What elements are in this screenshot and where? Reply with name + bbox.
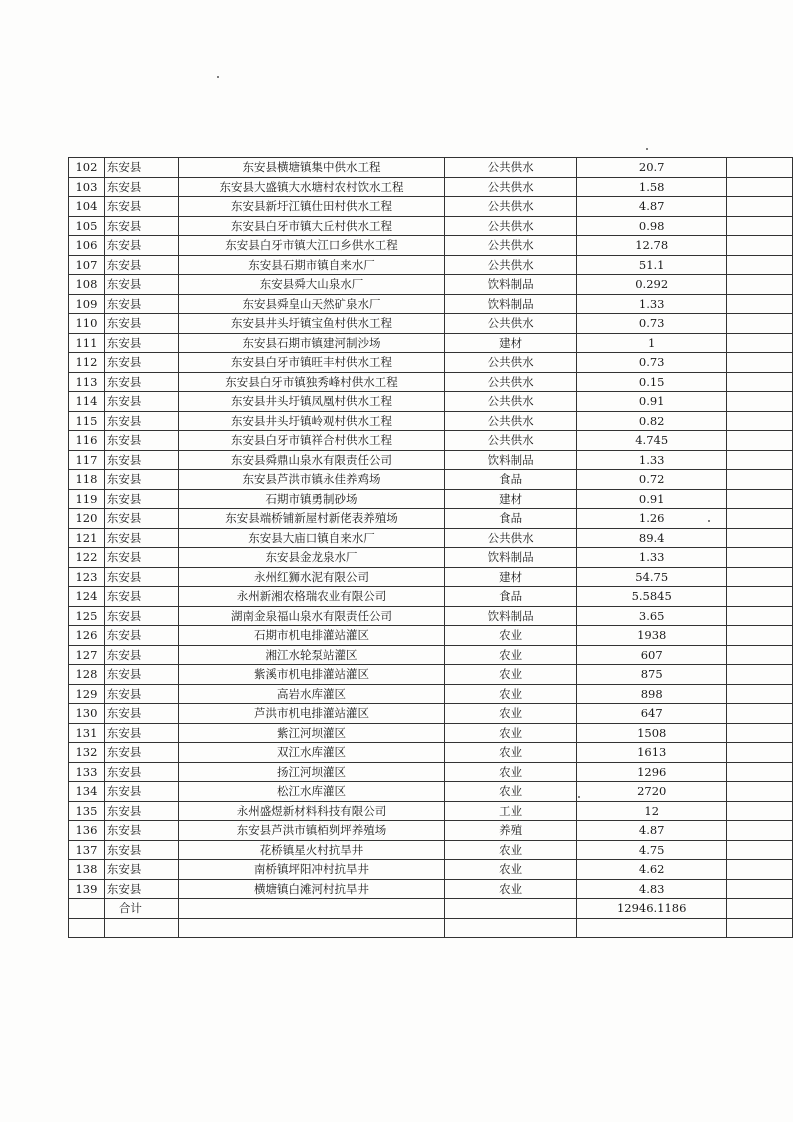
table-row bbox=[69, 743, 793, 763]
table-row bbox=[69, 392, 793, 412]
row-number bbox=[69, 899, 105, 919]
county-cell: 东安县 bbox=[104, 197, 178, 217]
project-name-cell: 东安县横塘镇集中供水工程 bbox=[179, 158, 445, 178]
row-number: 136 bbox=[69, 821, 105, 841]
county-cell: 东安县 bbox=[104, 372, 178, 392]
county-cell: 东安县 bbox=[104, 743, 178, 763]
scan-speck bbox=[217, 76, 219, 78]
row-number: 110 bbox=[69, 314, 105, 334]
row-number: 120 bbox=[69, 509, 105, 529]
project-name-cell: 南桥镇坪阳冲村抗旱井 bbox=[179, 860, 445, 880]
row-number: 131 bbox=[69, 723, 105, 743]
table-row bbox=[69, 665, 793, 685]
amount-cell: 5.5845 bbox=[577, 587, 727, 607]
use-type-cell: 农业 bbox=[444, 743, 577, 763]
row-number: 111 bbox=[69, 333, 105, 353]
table-row bbox=[69, 372, 793, 392]
row-number: 113 bbox=[69, 372, 105, 392]
table-row bbox=[69, 236, 793, 256]
row-number: 134 bbox=[69, 782, 105, 802]
remarks-cell bbox=[727, 840, 793, 860]
use-type-cell: 建材 bbox=[444, 489, 577, 509]
use-type-cell: 农业 bbox=[444, 782, 577, 802]
amount-cell: 0.73 bbox=[577, 353, 727, 373]
use-type-cell: 食品 bbox=[444, 587, 577, 607]
remarks-cell bbox=[727, 743, 793, 763]
county-cell: 东安县 bbox=[104, 782, 178, 802]
project-name-cell: 紫江河坝灌区 bbox=[179, 723, 445, 743]
amount-cell: 1508 bbox=[577, 723, 727, 743]
row-number: 104 bbox=[69, 197, 105, 217]
use-type-cell: 农业 bbox=[444, 684, 577, 704]
use-type-cell: 食品 bbox=[444, 509, 577, 529]
remarks-cell bbox=[727, 606, 793, 626]
county-cell: 东安县 bbox=[104, 684, 178, 704]
row-number: 106 bbox=[69, 236, 105, 256]
row-number: 114 bbox=[69, 392, 105, 412]
remarks-cell bbox=[727, 353, 793, 373]
use-type-cell: 农业 bbox=[444, 860, 577, 880]
table-row bbox=[69, 333, 793, 353]
use-type-cell: 饮料制品 bbox=[444, 275, 577, 295]
remarks-cell bbox=[727, 782, 793, 802]
amount-cell: 4.745 bbox=[577, 431, 727, 451]
county-cell: 东安县 bbox=[104, 840, 178, 860]
amount-cell: 1938 bbox=[577, 626, 727, 646]
county-cell: 东安县 bbox=[104, 314, 178, 334]
amount-cell: 54.75 bbox=[577, 567, 727, 587]
county-cell: 东安县 bbox=[104, 587, 178, 607]
project-name-cell: 东安县芦洪市镇永佳养鸡场 bbox=[179, 470, 445, 490]
project-name-cell: 东安县金龙泉水厂 bbox=[179, 548, 445, 568]
row-number: 119 bbox=[69, 489, 105, 509]
county-cell: 东安县 bbox=[104, 606, 178, 626]
county-cell: 东安县 bbox=[104, 567, 178, 587]
use-type-cell: 农业 bbox=[444, 840, 577, 860]
row-number: 129 bbox=[69, 684, 105, 704]
amount-cell: 1.58 bbox=[577, 177, 727, 197]
use-type-cell: 饮料制品 bbox=[444, 548, 577, 568]
table-row bbox=[69, 606, 793, 626]
row-number: 118 bbox=[69, 470, 105, 490]
remarks-cell bbox=[727, 548, 793, 568]
remarks-cell bbox=[727, 216, 793, 236]
county-cell: 东安县 bbox=[104, 801, 178, 821]
project-name-cell: 紫溪市机电排灌站灌区 bbox=[179, 665, 445, 685]
remarks-cell bbox=[727, 255, 793, 275]
amount-cell: 0.91 bbox=[577, 392, 727, 412]
remarks-cell bbox=[727, 801, 793, 821]
remarks-cell bbox=[727, 158, 793, 178]
row-number: 121 bbox=[69, 528, 105, 548]
use-type-cell: 饮料制品 bbox=[444, 450, 577, 470]
project-name-cell: 东安县石期市镇建河制沙场 bbox=[179, 333, 445, 353]
table-row bbox=[69, 762, 793, 782]
project-name-cell: 双江水库灌区 bbox=[179, 743, 445, 763]
use-type-cell: 公共供水 bbox=[444, 197, 577, 217]
table-row bbox=[69, 801, 793, 821]
row-number bbox=[69, 918, 105, 938]
row-number: 126 bbox=[69, 626, 105, 646]
use-type-cell: 食品 bbox=[444, 470, 577, 490]
use-type-cell: 公共供水 bbox=[444, 411, 577, 431]
remarks-cell bbox=[727, 236, 793, 256]
water-use-table bbox=[68, 157, 793, 938]
project-name-cell: 东安县白牙市镇大江口乡供水工程 bbox=[179, 236, 445, 256]
row-number: 116 bbox=[69, 431, 105, 451]
row-number: 122 bbox=[69, 548, 105, 568]
project-name-cell bbox=[179, 899, 445, 919]
remarks-cell bbox=[727, 860, 793, 880]
remarks-cell bbox=[727, 665, 793, 685]
use-type-cell: 公共供水 bbox=[444, 236, 577, 256]
table-row bbox=[69, 528, 793, 548]
use-type-cell: 公共供水 bbox=[444, 353, 577, 373]
amount-cell: 0.15 bbox=[577, 372, 727, 392]
project-name-cell: 横塘镇白滩河村抗旱井 bbox=[179, 879, 445, 899]
remarks-cell bbox=[727, 411, 793, 431]
project-name-cell: 东安县大庙口镇自来水厂 bbox=[179, 528, 445, 548]
row-number: 137 bbox=[69, 840, 105, 860]
project-name-cell: 石期市机电排灌站灌区 bbox=[179, 626, 445, 646]
project-name-cell: 石期市镇勇制砂场 bbox=[179, 489, 445, 509]
project-name-cell: 花桥镇星火村抗旱井 bbox=[179, 840, 445, 860]
county-cell: 东安县 bbox=[104, 645, 178, 665]
row-number: 139 bbox=[69, 879, 105, 899]
table-row bbox=[69, 782, 793, 802]
county-cell: 东安县 bbox=[104, 762, 178, 782]
county-cell: 东安县 bbox=[104, 860, 178, 880]
project-name-cell: 东安县大盛镇大水塘村农村饮水工程 bbox=[179, 177, 445, 197]
amount-cell: 1.33 bbox=[577, 548, 727, 568]
amount-cell bbox=[577, 918, 727, 938]
amount-cell: 0.72 bbox=[577, 470, 727, 490]
table-row bbox=[69, 548, 793, 568]
table-row bbox=[69, 860, 793, 880]
use-type-cell: 公共供水 bbox=[444, 216, 577, 236]
row-number: 132 bbox=[69, 743, 105, 763]
remarks-cell bbox=[727, 528, 793, 548]
amount-cell: 20.7 bbox=[577, 158, 727, 178]
project-name-cell: 永州盛煜新材料科技有限公司 bbox=[179, 801, 445, 821]
row-number: 105 bbox=[69, 216, 105, 236]
remarks-cell bbox=[727, 899, 793, 919]
use-type-cell: 饮料制品 bbox=[444, 294, 577, 314]
row-number: 127 bbox=[69, 645, 105, 665]
county-cell: 东安县 bbox=[104, 216, 178, 236]
row-number: 125 bbox=[69, 606, 105, 626]
scan-speck bbox=[646, 148, 648, 150]
amount-cell: 607 bbox=[577, 645, 727, 665]
table-row bbox=[69, 626, 793, 646]
remarks-cell bbox=[727, 879, 793, 899]
use-type-cell: 农业 bbox=[444, 645, 577, 665]
county-cell: 东安县 bbox=[104, 879, 178, 899]
table-row bbox=[69, 294, 793, 314]
project-name-cell: 东安县新圩江镇仕田村供水工程 bbox=[179, 197, 445, 217]
remarks-cell bbox=[727, 372, 793, 392]
remarks-cell bbox=[727, 275, 793, 295]
row-number: 115 bbox=[69, 411, 105, 431]
amount-cell: 2720 bbox=[577, 782, 727, 802]
county-cell: 东安县 bbox=[104, 470, 178, 490]
amount-cell: 1 bbox=[577, 333, 727, 353]
amount-cell: 4.75 bbox=[577, 840, 727, 860]
row-number: 138 bbox=[69, 860, 105, 880]
amount-cell: 647 bbox=[577, 704, 727, 724]
table-row bbox=[69, 216, 793, 236]
county-cell: 东安县 bbox=[104, 275, 178, 295]
total-amount: 12946.1186 bbox=[577, 899, 727, 919]
use-type-cell: 工业 bbox=[444, 801, 577, 821]
amount-cell: 12.78 bbox=[577, 236, 727, 256]
amount-cell: 4.87 bbox=[577, 197, 727, 217]
table-row bbox=[69, 509, 793, 529]
table-row bbox=[69, 489, 793, 509]
table-row bbox=[69, 158, 793, 178]
project-name-cell: 永州新湘农格瑞农业有限公司 bbox=[179, 587, 445, 607]
row-number: 130 bbox=[69, 704, 105, 724]
remarks-cell bbox=[727, 450, 793, 470]
use-type-cell: 公共供水 bbox=[444, 314, 577, 334]
project-name-cell: 东安县舜皇山天然矿泉水厂 bbox=[179, 294, 445, 314]
use-type-cell: 公共供水 bbox=[444, 528, 577, 548]
remarks-cell bbox=[727, 684, 793, 704]
county-cell: 东安县 bbox=[104, 665, 178, 685]
county-cell: 东安县 bbox=[104, 509, 178, 529]
amount-cell: 1.26 bbox=[577, 509, 727, 529]
project-name-cell bbox=[179, 918, 445, 938]
county-cell: 东安县 bbox=[104, 626, 178, 646]
row-number: 128 bbox=[69, 665, 105, 685]
use-type-cell bbox=[444, 918, 577, 938]
county-cell: 东安县 bbox=[104, 294, 178, 314]
remarks-cell bbox=[727, 918, 793, 938]
remarks-cell bbox=[727, 489, 793, 509]
amount-cell: 0.98 bbox=[577, 216, 727, 236]
remarks-cell bbox=[727, 294, 793, 314]
row-number: 123 bbox=[69, 567, 105, 587]
table-row bbox=[69, 821, 793, 841]
project-name-cell: 东安县舜大山泉水厂 bbox=[179, 275, 445, 295]
table-row bbox=[69, 879, 793, 899]
project-name-cell: 东安县端桥铺新屋村新佬表养殖场 bbox=[179, 509, 445, 529]
amount-cell: 4.87 bbox=[577, 821, 727, 841]
use-type-cell: 农业 bbox=[444, 626, 577, 646]
table-row bbox=[69, 587, 793, 607]
amount-cell: 0.292 bbox=[577, 275, 727, 295]
remarks-cell bbox=[727, 723, 793, 743]
project-name-cell: 东安县井头圩镇凤凰村供水工程 bbox=[179, 392, 445, 412]
table-row bbox=[69, 567, 793, 587]
county-cell: 东安县 bbox=[104, 528, 178, 548]
row-number: 108 bbox=[69, 275, 105, 295]
use-type-cell bbox=[444, 899, 577, 919]
row-number: 102 bbox=[69, 158, 105, 178]
use-type-cell: 农业 bbox=[444, 665, 577, 685]
table-row bbox=[69, 684, 793, 704]
table-row bbox=[69, 470, 793, 490]
amount-cell: 12 bbox=[577, 801, 727, 821]
table-row bbox=[69, 353, 793, 373]
county-cell: 东安县 bbox=[104, 392, 178, 412]
row-number: 135 bbox=[69, 801, 105, 821]
county-cell bbox=[104, 918, 178, 938]
project-name-cell: 东安县舜鼎山泉水有限责任公司 bbox=[179, 450, 445, 470]
remarks-cell bbox=[727, 762, 793, 782]
use-type-cell: 公共供水 bbox=[444, 392, 577, 412]
remarks-cell bbox=[727, 470, 793, 490]
county-cell: 东安县 bbox=[104, 548, 178, 568]
table-row bbox=[69, 723, 793, 743]
county-cell: 东安县 bbox=[104, 821, 178, 841]
remarks-cell bbox=[727, 314, 793, 334]
use-type-cell: 公共供水 bbox=[444, 372, 577, 392]
table-row bbox=[69, 450, 793, 470]
table-row bbox=[69, 275, 793, 295]
county-cell: 东安县 bbox=[104, 158, 178, 178]
table-row bbox=[69, 197, 793, 217]
county-cell: 东安县 bbox=[104, 236, 178, 256]
amount-cell: 4.62 bbox=[577, 860, 727, 880]
county-cell: 东安县 bbox=[104, 353, 178, 373]
use-type-cell: 农业 bbox=[444, 723, 577, 743]
amount-cell: 51.1 bbox=[577, 255, 727, 275]
row-number: 133 bbox=[69, 762, 105, 782]
amount-cell: 1.33 bbox=[577, 294, 727, 314]
remarks-cell bbox=[727, 197, 793, 217]
county-cell: 东安县 bbox=[104, 489, 178, 509]
county-cell: 东安县 bbox=[104, 255, 178, 275]
remarks-cell bbox=[727, 587, 793, 607]
use-type-cell: 公共供水 bbox=[444, 177, 577, 197]
table-row bbox=[69, 645, 793, 665]
amount-cell: 1613 bbox=[577, 743, 727, 763]
row-number: 124 bbox=[69, 587, 105, 607]
project-name-cell: 东安县白牙市镇独秀峰村供水工程 bbox=[179, 372, 445, 392]
table-row bbox=[69, 840, 793, 860]
project-name-cell: 东安县石期市镇自来水厂 bbox=[179, 255, 445, 275]
row-number: 112 bbox=[69, 353, 105, 373]
use-type-cell: 公共供水 bbox=[444, 255, 577, 275]
county-cell: 东安县 bbox=[104, 450, 178, 470]
project-name-cell: 湖南金泉福山泉水有限责任公司 bbox=[179, 606, 445, 626]
blank-row bbox=[69, 918, 793, 938]
use-type-cell: 饮料制品 bbox=[444, 606, 577, 626]
use-type-cell: 建材 bbox=[444, 567, 577, 587]
remarks-cell bbox=[727, 567, 793, 587]
table-row bbox=[69, 704, 793, 724]
project-name-cell: 东安县井头圩镇宝鱼村供水工程 bbox=[179, 314, 445, 334]
total-row bbox=[69, 899, 793, 919]
total-label: 合计 bbox=[104, 899, 178, 919]
table-body bbox=[69, 158, 793, 938]
amount-cell: 4.83 bbox=[577, 879, 727, 899]
table-row bbox=[69, 431, 793, 451]
remarks-cell bbox=[727, 431, 793, 451]
county-cell: 东安县 bbox=[104, 723, 178, 743]
project-name-cell: 东安县白牙市镇大丘村供水工程 bbox=[179, 216, 445, 236]
remarks-cell bbox=[727, 704, 793, 724]
remarks-cell bbox=[727, 821, 793, 841]
county-cell: 东安县 bbox=[104, 431, 178, 451]
project-name-cell: 湘江水轮泵站灌区 bbox=[179, 645, 445, 665]
project-name-cell: 松江水库灌区 bbox=[179, 782, 445, 802]
remarks-cell bbox=[727, 626, 793, 646]
project-name-cell: 东安县芦洪市镇栢刿坪养殖场 bbox=[179, 821, 445, 841]
project-name-cell: 东安县井头圩镇岭观村供水工程 bbox=[179, 411, 445, 431]
use-type-cell: 农业 bbox=[444, 879, 577, 899]
table-row bbox=[69, 177, 793, 197]
remarks-cell bbox=[727, 392, 793, 412]
row-number: 117 bbox=[69, 450, 105, 470]
amount-cell: 1296 bbox=[577, 762, 727, 782]
project-name-cell: 芦洪市机电排灌站灌区 bbox=[179, 704, 445, 724]
table-row bbox=[69, 255, 793, 275]
amount-cell: 1.33 bbox=[577, 450, 727, 470]
remarks-cell bbox=[727, 645, 793, 665]
use-type-cell: 养殖 bbox=[444, 821, 577, 841]
use-type-cell: 公共供水 bbox=[444, 158, 577, 178]
amount-cell: 898 bbox=[577, 684, 727, 704]
use-type-cell: 农业 bbox=[444, 704, 577, 724]
remarks-cell bbox=[727, 177, 793, 197]
row-number: 109 bbox=[69, 294, 105, 314]
project-name-cell: 东安县白牙市镇旺丰村供水工程 bbox=[179, 353, 445, 373]
use-type-cell: 农业 bbox=[444, 762, 577, 782]
amount-cell: 875 bbox=[577, 665, 727, 685]
remarks-cell bbox=[727, 509, 793, 529]
amount-cell: 3.65 bbox=[577, 606, 727, 626]
county-cell: 东安县 bbox=[104, 704, 178, 724]
project-name-cell: 永州红狮水泥有限公司 bbox=[179, 567, 445, 587]
table-row bbox=[69, 411, 793, 431]
county-cell: 东安县 bbox=[104, 177, 178, 197]
county-cell: 东安县 bbox=[104, 333, 178, 353]
amount-cell: 0.91 bbox=[577, 489, 727, 509]
table-row bbox=[69, 314, 793, 334]
project-name-cell: 扬江河坝灌区 bbox=[179, 762, 445, 782]
project-name-cell: 东安县白牙市镇祥合村供水工程 bbox=[179, 431, 445, 451]
amount-cell: 89.4 bbox=[577, 528, 727, 548]
remarks-cell bbox=[727, 333, 793, 353]
use-type-cell: 建材 bbox=[444, 333, 577, 353]
amount-cell: 0.82 bbox=[577, 411, 727, 431]
county-cell: 东安县 bbox=[104, 411, 178, 431]
project-name-cell: 高岩水库灌区 bbox=[179, 684, 445, 704]
amount-cell: 0.73 bbox=[577, 314, 727, 334]
use-type-cell: 公共供水 bbox=[444, 431, 577, 451]
row-number: 107 bbox=[69, 255, 105, 275]
row-number: 103 bbox=[69, 177, 105, 197]
